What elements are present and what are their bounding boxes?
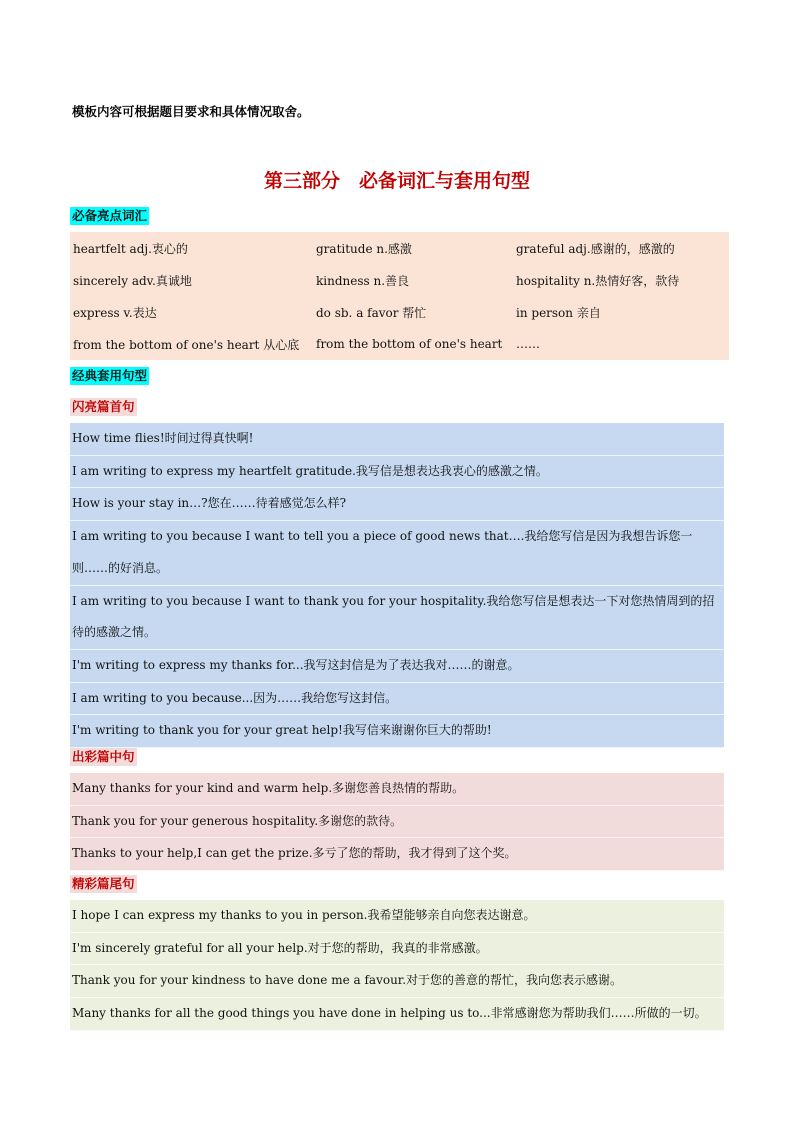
list-item: I am writing to you because I want to thank you for your hospitality.我给您写信是想表达一下对您热情周到的招待的感激之情。 (70, 586, 724, 650)
vocab-cell: grateful adj.感谢的，感激的 (516, 241, 675, 256)
middle-heading: 出彩篇中句 (72, 749, 135, 764)
sentence-heading: 经典套用句型 (72, 368, 148, 383)
table-row (70, 296, 729, 328)
vocab-cell: hospitality n.热情好客，款待 (516, 273, 680, 288)
list-item: I am writing to express my heartfelt gratitude.我写信是想表达我衷心的感激之情。 (70, 456, 724, 489)
opening-sentences (70, 423, 724, 748)
vocab-table (70, 232, 729, 360)
vocab-cell: do sb. a favor 帮忙 (316, 305, 427, 320)
list-item: How time flies!时间过得真快啊! (70, 423, 724, 456)
vocab-cell: kindness n.善良 (316, 273, 410, 288)
middle-sentences (70, 773, 724, 871)
list-item: Thanks to your help,I can get the prize.多亏了您的帮助，我才得到了这个奖。 (70, 838, 724, 871)
ending-sentences (70, 900, 724, 1031)
opening-heading: 闪亮篇首句 (72, 399, 135, 414)
list-item: Many thanks for your kind and warm help.多谢您善良热情的帮助。 (70, 773, 724, 806)
list-item: I am writing to you because I want to tell you a piece of good news that….我给您写信是因为我想告诉您一则……的好消息。 (70, 521, 724, 585)
list-item: I'm writing to thank you for your great help!我写信来谢谢你巨大的帮助! (70, 715, 724, 748)
template-note: 模板内容可根据题目要求和具体情况取舍。 (72, 104, 310, 119)
vocab-cell: …… (516, 337, 540, 351)
section-title: 第三部分 必备词汇与套用句型 (263, 170, 530, 192)
table-row (70, 328, 729, 360)
list-item: I'm sincerely grateful for all your help.对于您的帮助，我真的非常感激。 (70, 933, 724, 966)
table-row (70, 232, 729, 264)
list-item: Thank you for your kindness to have done me a favour.对于您的善意的帮忙，我向您表示感谢。 (70, 965, 724, 998)
list-item: Many thanks for all the good things you have done in helping us to...非常感谢您为帮助我们……所做的一切。 (70, 998, 724, 1031)
vocab-cell: from the bottom of one's heart 从心底 (73, 337, 300, 352)
list-item: Thank you for your generous hospitality.多谢您的款待。 (70, 806, 724, 839)
vocab-cell: gratitude n.感激 (316, 241, 412, 256)
list-item: I hope I can express my thanks to you in person.我希望能够亲自向您表达谢意。 (70, 900, 724, 933)
ending-heading: 精彩篇尾句 (72, 876, 135, 891)
vocab-cell: in person 亲自 (516, 305, 601, 320)
list-item: I'm writing to express my thanks for...我写这封信是为了表达我对……的谢意。 (70, 650, 724, 683)
table-row (70, 264, 729, 296)
list-item: How is your stay in…?您在……待着感觉怎么样? (70, 488, 724, 521)
vocab-cell: from the bottom of one's heart (316, 337, 503, 351)
vocab-cell: heartfelt adj.衷心的 (73, 241, 188, 256)
vocab-heading: 必备亮点词汇 (72, 208, 148, 223)
vocab-cell: sincerely adv.真诚地 (73, 273, 192, 288)
list-item: I am writing to you because...因为……我给您写这封信。 (70, 683, 724, 716)
vocab-cell: express v.表达 (73, 305, 157, 320)
